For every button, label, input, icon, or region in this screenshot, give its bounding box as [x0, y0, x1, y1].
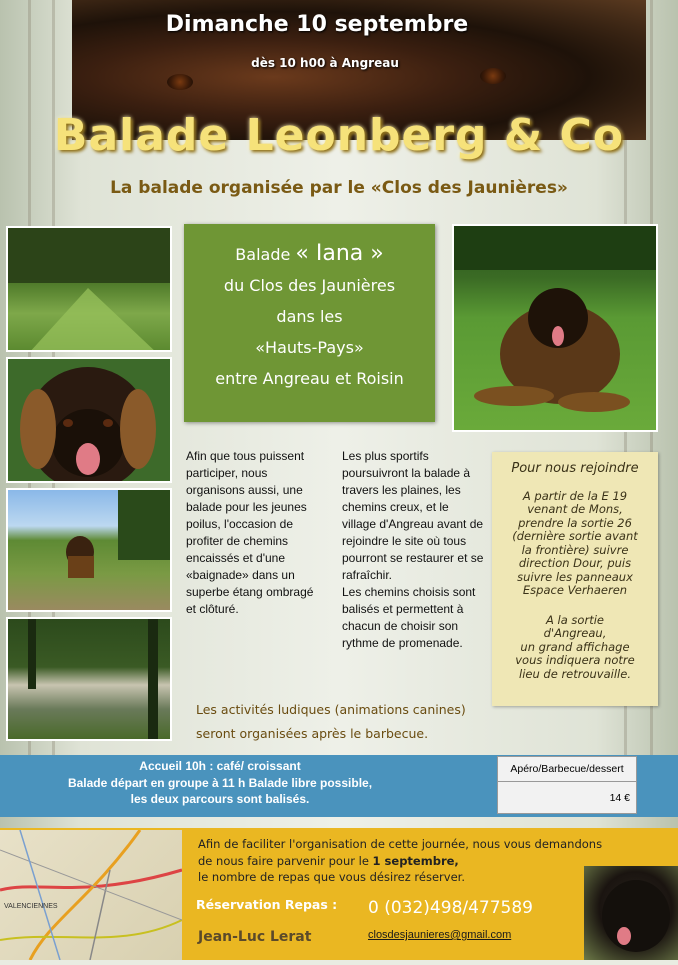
photo-dog-on-path — [6, 488, 172, 612]
text-line: travers les plaines, les — [342, 483, 461, 497]
reservation-line: de nous faire parvenir pour le — [198, 853, 373, 868]
text-line: participer, nous — [186, 466, 268, 480]
photo-leonberger-portrait — [6, 357, 172, 483]
price-table — [497, 756, 637, 814]
directions-line: vous indiquera notre — [515, 653, 635, 667]
text-line: chacun de choisir son — [342, 619, 459, 633]
text-line: profiter de chemins — [186, 534, 289, 548]
directions-line: suivre les panneaux — [517, 569, 633, 584]
text-line: rejoindre le site où tous — [342, 534, 467, 548]
directions-line: direction Dour, puis — [518, 556, 632, 570]
price-label: Apéro/Barbecue/dessert — [498, 757, 636, 782]
text-line: poilus, l'occasion de — [186, 517, 294, 531]
reservation-label: Réservation Repas : — [196, 897, 338, 912]
text-line: «baignade» dans un — [186, 568, 295, 582]
directions-title: Pour nous rejoindre — [511, 461, 639, 476]
green-box-line: «Hauts-Pays» — [255, 338, 364, 357]
dog-eye — [480, 68, 506, 84]
text-column-young-dogs — [186, 448, 331, 618]
text-line: Les chemins choisis sont — [342, 585, 476, 599]
reservation-deadline: 1 septembre, — [372, 853, 459, 868]
text-line: balade pour les jeunes — [186, 500, 307, 514]
text-line: encaissés et d'une — [186, 551, 286, 565]
text-line: et clôturé. — [186, 602, 239, 616]
schedule-line: Accueil 10h : café/ croissant — [139, 759, 301, 773]
text-line: village d'Angreau avant de — [342, 517, 484, 531]
text-line: chemins creux, et le — [342, 500, 449, 514]
event-date: Dimanche 10 septembre — [165, 12, 469, 37]
reservation-text — [198, 836, 608, 886]
text-line: superbe étang ombragé — [186, 585, 314, 599]
text-line: Afin que tous puissent — [186, 449, 305, 463]
price-value: 14 € — [609, 792, 630, 804]
activities-line: Les activités ludiques (animations canines) — [196, 702, 466, 717]
photo-puppy — [584, 866, 678, 960]
road-map — [0, 830, 182, 960]
text-line: balisés et permettent à — [342, 602, 464, 616]
schedule-line: Balade départ en groupe à 11 h Balade libre possible, — [67, 775, 373, 790]
directions-line: A partir de la E 19 — [522, 488, 628, 503]
poster-subtitle: La balade organisée par le «Clos des Jaunières» — [110, 178, 568, 198]
directions-line: (dernière sortie avant — [512, 529, 638, 543]
directions-line: lieu de retrouvaille. — [519, 666, 631, 681]
text-line: pourront se restaurer et se — [342, 551, 484, 565]
contact-name: Jean-Luc Lerat — [198, 929, 312, 945]
green-box-line: entre Angreau et Roisin — [215, 369, 404, 388]
balade-label: Balade — [235, 245, 296, 264]
directions-line: venant de Mons, — [527, 502, 623, 516]
photo-meadow — [6, 226, 172, 352]
balade-name: « Iana » — [295, 241, 384, 266]
photo-pond — [6, 617, 172, 741]
dog-eye — [167, 74, 193, 90]
text-line: rafraîchir. — [342, 568, 393, 582]
directions-line: A la sortie — [546, 612, 604, 627]
reservation-line: le nombre de repas que vous désirez réserver. — [198, 870, 465, 884]
text-line: poursuivront la balade à — [342, 466, 471, 480]
schedule-text — [40, 758, 400, 808]
directions-line: un grand affichage — [520, 639, 630, 654]
green-box-line: dans les — [276, 307, 343, 326]
directions-line: prendre la sortie 26 — [518, 515, 632, 530]
directions-line: d'Angreau, — [543, 626, 607, 640]
email-link[interactable]: closdesjaunieres@gmail.com — [368, 929, 512, 941]
activities-note — [196, 698, 466, 746]
directions-line: la frontière) suivre — [521, 542, 629, 557]
phone-number[interactable]: 0 (032)498/477589 — [368, 898, 534, 918]
text-line: organisons aussi, une — [186, 483, 303, 497]
map-label: VALENCIENNES — [4, 903, 58, 910]
text-line: rythme de promenade. — [342, 636, 463, 650]
balade-iana-box — [184, 224, 435, 422]
poster-title: Balade Leonberg & Co — [53, 110, 625, 161]
directions-box — [492, 452, 658, 706]
directions-line: Espace Verhaeren — [522, 583, 628, 597]
activities-line: seront organisées après le barbecue. — [196, 726, 429, 741]
text-column-sportifs — [342, 448, 492, 652]
green-box-line: du Clos des Jaunières — [223, 276, 396, 295]
photo-leonberger-lying-grass — [452, 224, 658, 432]
text-line: Les plus sportifs — [342, 449, 429, 463]
event-time: dès 10 h00 à Angreau — [251, 56, 399, 70]
schedule-line: les deux parcours sont balisés. — [130, 792, 310, 806]
reservation-line: Afin de faciliter l'organisation de cette journée, nous vous demandons — [198, 837, 603, 851]
